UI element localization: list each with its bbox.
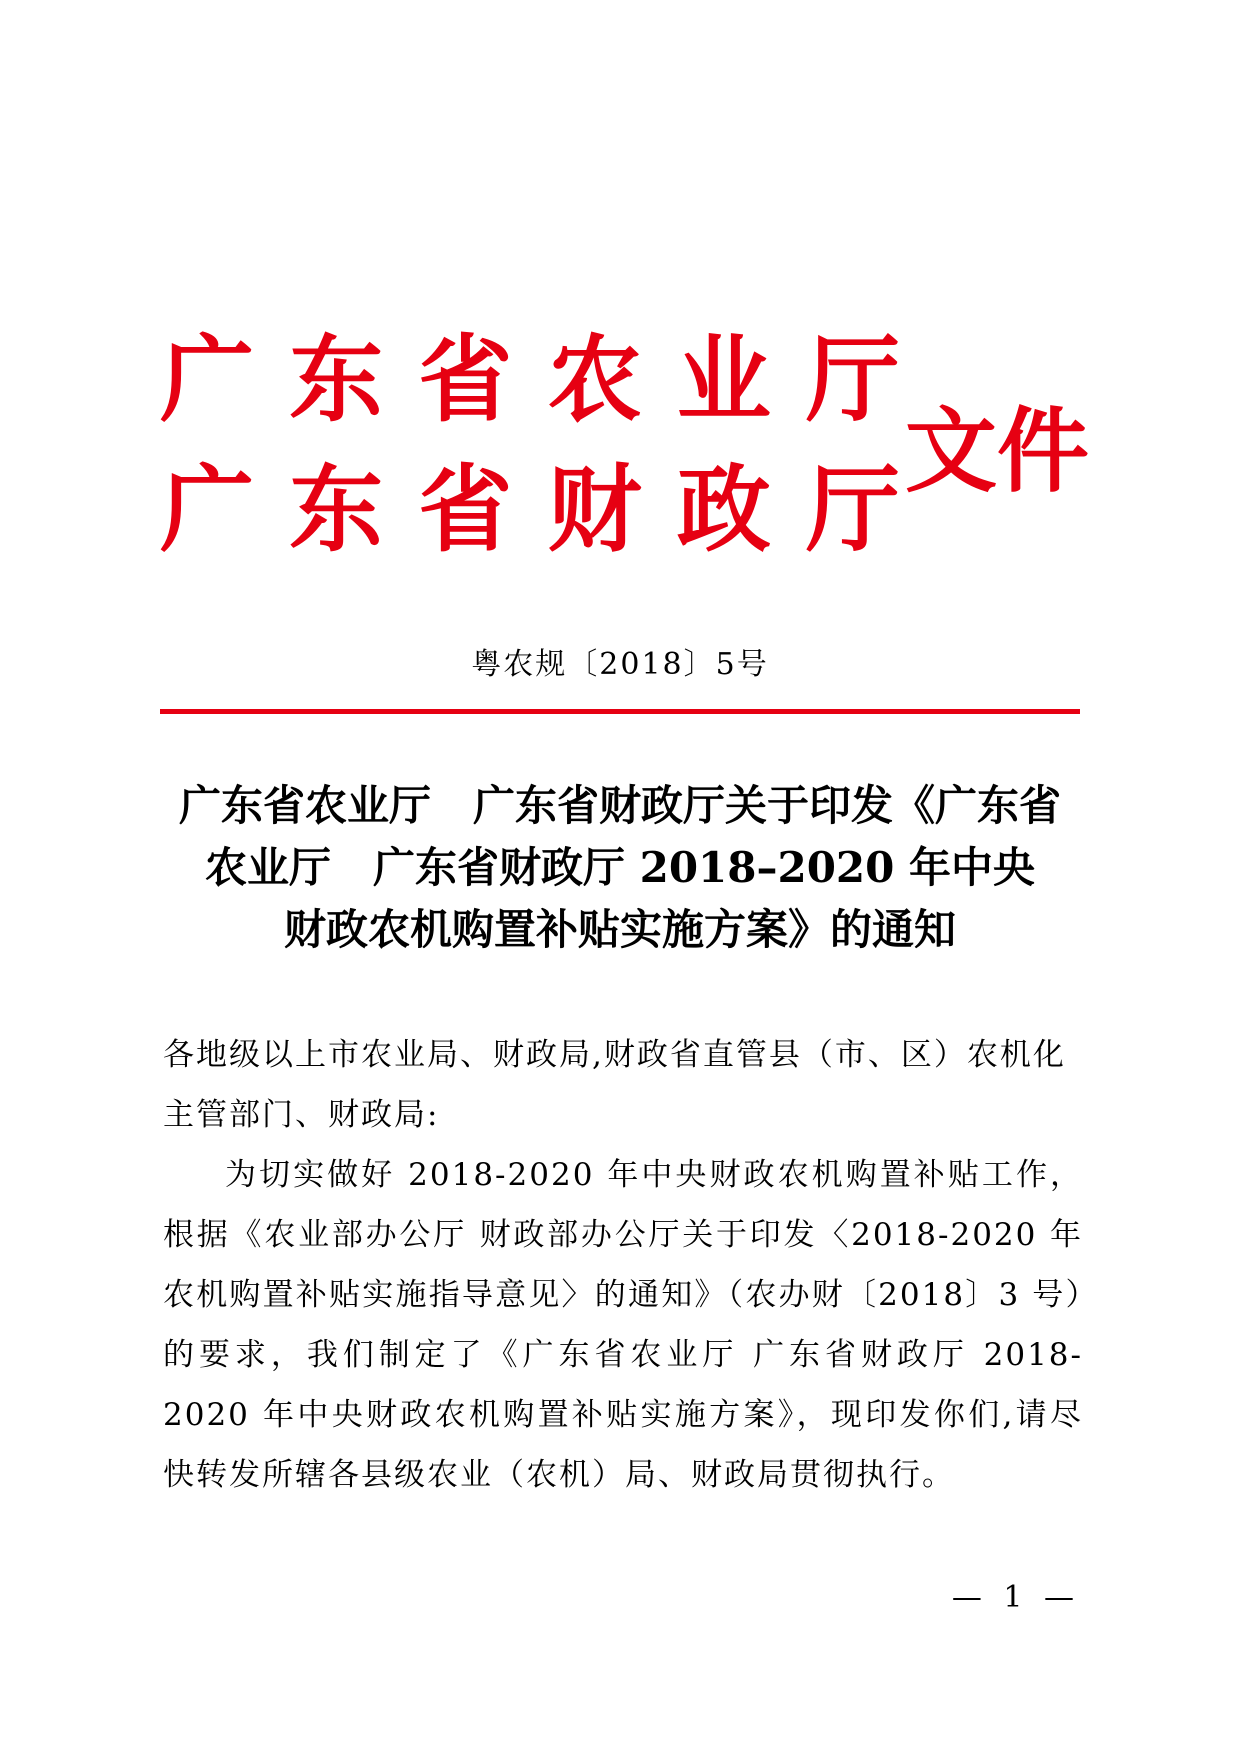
page-number: — 1 — bbox=[951, 1580, 1080, 1615]
salutation: 各地级以上市农业局、财政局,财政省直管县（市、区）农机化主管部门、财政局: bbox=[163, 1037, 1066, 1133]
issuer-char: 厅 bbox=[805, 455, 900, 565]
title-line-2: 农业厅 广东省财政厅 2018–2020 年中央 bbox=[204, 843, 1036, 892]
issuer-char: 省 bbox=[418, 455, 513, 565]
issuer-finance-dept bbox=[160, 455, 900, 565]
document-title bbox=[140, 775, 1100, 961]
body-paragraph: 为切实做好 2018-2020 年中央财政农机购置补贴工作，根据《农业部办公厅 财政部办公厅关于印发〈2018-2020 年农机购置补贴实施指导意见〉的通知》（农办财〔2018〕3 号）的要求，我们制定了《广东省农业厅 广东省财政厅 2018-2020 年中央财政农机购置补贴实施方案》，现印发你们,请尽快转发所辖各县级农业（农机）局、财政局贯彻执行。 bbox=[163, 1157, 1083, 1493]
issuer-char: 农 bbox=[547, 325, 642, 435]
issuer-char: 东 bbox=[289, 325, 384, 435]
issuer-char: 业 bbox=[676, 325, 771, 435]
issuer-char: 东 bbox=[289, 455, 384, 565]
issuer-char: 广 bbox=[160, 455, 255, 565]
issuer-char: 财 bbox=[547, 455, 642, 565]
issuer-char: 省 bbox=[418, 325, 513, 435]
issuer-char: 厅 bbox=[805, 325, 900, 435]
document-body bbox=[163, 1025, 1083, 1505]
title-line-1: 广东省农业厅 广东省财政厅关于印发《广东省 bbox=[178, 781, 1061, 830]
issuer-agriculture-dept bbox=[160, 325, 900, 435]
title-line-3: 财政农机购置补贴实施方案》的通知 bbox=[283, 905, 956, 954]
issuer-char: 政 bbox=[676, 455, 771, 565]
red-separator-line bbox=[160, 709, 1080, 714]
document-header-suffix: 文件 bbox=[905, 397, 1090, 505]
document-number: 粤农规〔2018〕5号 bbox=[471, 647, 769, 682]
issuer-char: 广 bbox=[160, 325, 255, 435]
